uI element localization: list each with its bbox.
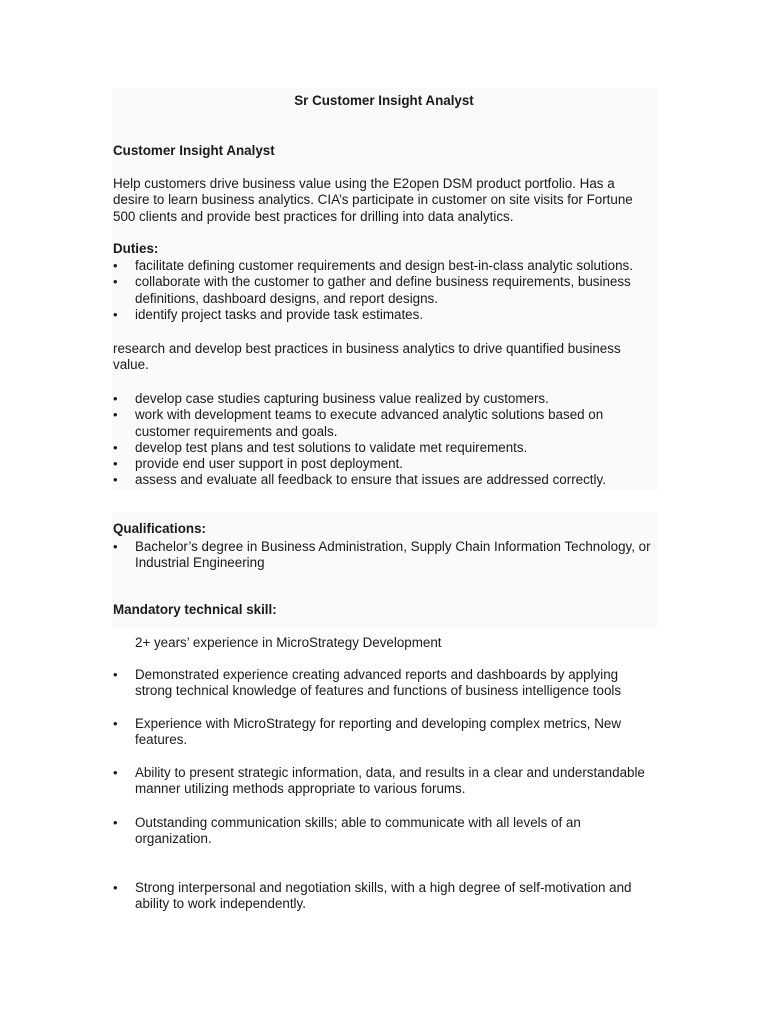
list-item: [113, 716, 658, 749]
more-duties-list: [113, 391, 658, 489]
list-item: [113, 815, 658, 848]
list-item: [113, 456, 658, 472]
list-item-text: facilitate defining customer requirements and design best-in-class analytic solutions.: [135, 258, 633, 273]
bullet-icon: •: [113, 306, 118, 322]
list-item: [113, 258, 658, 274]
list-item-text: develop test plans and test solutions to validate met requirements.: [135, 439, 528, 455]
list-item-text: Ability to present strategic information, data, and results in a clear and understandable manner utilizing methods appropriate to various forums.: [135, 765, 645, 797]
qualifications-list: [113, 539, 658, 572]
list-item-text: identify project tasks and provide task estimates.: [135, 306, 424, 322]
list-item-text: work with development teams to execute advanced analytic solutions based on customer requirements and goals.: [135, 407, 604, 439]
list-item: [113, 391, 658, 407]
list-item: [113, 472, 658, 488]
list-item: [113, 880, 658, 913]
list-item-text: Experience with MicroStrategy for reporting and developing complex metrics, New features.: [135, 716, 621, 748]
bullet-icon: •: [113, 407, 118, 423]
bullet-icon: •: [113, 667, 118, 682]
list-item-text: Strong interpersonal and negotiation skills, with a high degree of self-motivation and ability to work independently.: [135, 880, 632, 912]
bullet-icon: •: [113, 880, 118, 895]
bullet-icon: •: [113, 765, 118, 780]
experience-requirement: 2+ years’ experience in MicroStrategy Development: [135, 635, 442, 650]
qualifications-heading: Qualifications:: [113, 521, 207, 536]
bullet-icon: •: [113, 539, 118, 554]
bullet-icon: •: [113, 815, 118, 830]
bullet-icon: •: [113, 274, 118, 290]
skills-list-5: [113, 880, 658, 913]
list-item: [113, 307, 658, 323]
duties-list: [113, 258, 658, 323]
list-item: [113, 440, 658, 456]
list-item-text: develop case studies capturing business value realized by customers.: [135, 391, 549, 406]
list-item-text: Demonstrated experience creating advanced reports and dashboards by applying strong technical knowledge of features and functions of business intelligence tools: [135, 667, 622, 699]
bullet-icon: •: [113, 439, 118, 455]
skills-list-3: [113, 765, 658, 798]
bullet-icon: •: [113, 472, 118, 488]
skills-list-2: [113, 716, 658, 749]
bullet-icon: •: [113, 391, 118, 406]
list-item-text: collaborate with the customer to gather and define business requirements, business definitions, dashboard designs, and report designs.: [135, 274, 631, 306]
list-item: [113, 539, 658, 572]
list-item-text: provide end user support in post deployment.: [135, 456, 403, 472]
duties-heading: Duties:: [113, 241, 159, 256]
bullet-icon: •: [113, 716, 118, 731]
skills-list-1: [113, 667, 658, 700]
mandatory-skill-heading: Mandatory technical skill:: [113, 602, 277, 617]
document-title: Sr Customer Insight Analyst: [294, 93, 474, 108]
list-item: [113, 407, 658, 440]
research-paragraph: research and develop best practices in business analytics to drive quantified business value.: [113, 341, 621, 373]
role-heading: Customer Insight Analyst: [113, 143, 275, 158]
list-item: [113, 765, 658, 798]
bullet-icon: •: [113, 456, 118, 472]
bullet-icon: •: [113, 258, 118, 273]
list-item-text: Bachelor’s degree in Business Administration, Supply Chain Information Technology, or Industrial Engineering: [135, 539, 651, 571]
list-item: [113, 667, 658, 700]
skills-list-4: [113, 815, 658, 848]
intro-paragraph: Help customers drive business value using the E2open DSM product portfolio. Has a desire to learn business analytics. CIA’s participate in customer on site visits for Fortune 500 clients and provide best practices for drilling into data analytics.: [113, 176, 633, 224]
list-item: [113, 274, 658, 307]
list-item-text: assess and evaluate all feedback to ensure that issues are addressed correctly.: [135, 472, 606, 488]
list-item-text: Outstanding communication skills; able to communicate with all levels of an organization.: [135, 815, 581, 847]
